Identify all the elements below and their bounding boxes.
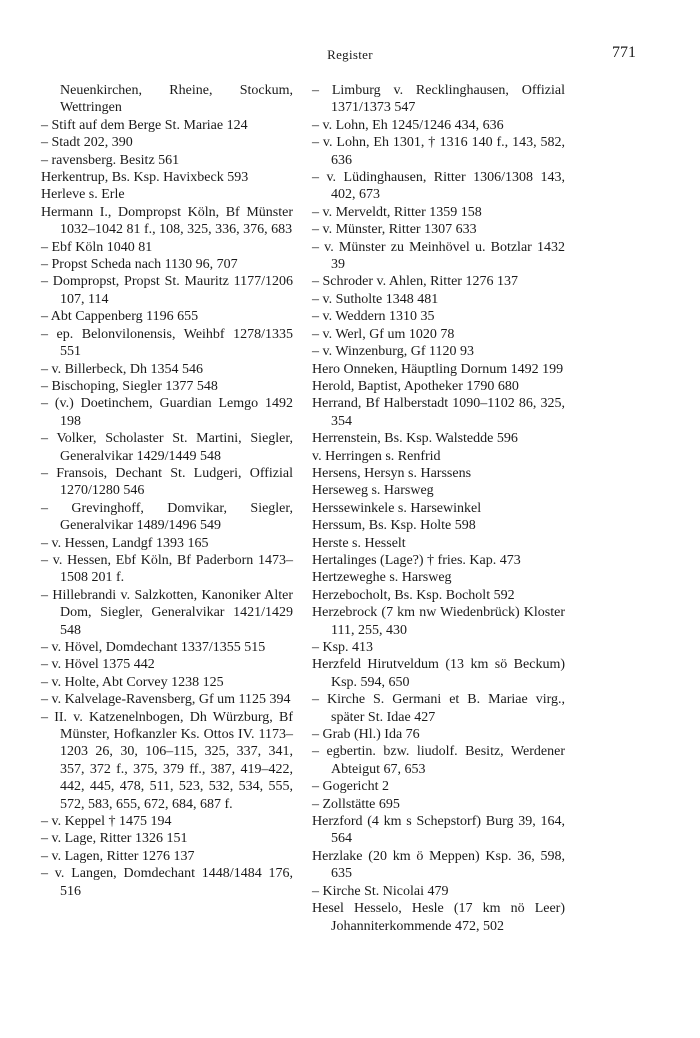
register-entry: Hermann I., Dompropst Köln, Bf Münster 1032–1042 81 f., 108, 325, 336, 376, 683: [41, 204, 293, 238]
register-entry: – II. v. Katzenelnbogen, Dh Würzburg, Bf Münster, Hofkanzler Ks. Ottos IV. 1173–1203 26, 30, 106–115, 325, 337, 341, 357, 372 f., 375, 379 ff., 387, 419–422, 442, 445, 478, 511, 523, 532, 534, 555, 572, 583, 655, 672, 684, 687 f.: [41, 709, 293, 812]
register-entry: – v. Lüdinghausen, Ritter 1306/1308 143, 402, 673: [312, 170, 565, 203]
register-entry: Herseweg s. Harsweg: [312, 483, 434, 499]
register-entry: – Ksp. 413: [312, 640, 374, 655]
page-number: 771: [612, 44, 636, 61]
register-entry: – v. Münster, Ritter 1307 633: [312, 222, 477, 238]
register-entry: – v. Keppel † 1475 194: [41, 814, 172, 830]
register-entry: – Volker, Scholaster St. Martini, Siegler, Generalvikar 1429/1449 548: [41, 431, 293, 464]
register-entry: Neuenkirchen, Rheine, Stockum, Wettringen: [60, 83, 293, 116]
register-entry: – Gogericht 2: [312, 779, 389, 795]
register-entry: Hero Onneken, Häuptling Dornum 1492 199: [312, 361, 564, 377]
register-entry: – v. Weddern 1310 35: [312, 309, 435, 325]
register-entry: – Grevinghoff, Domvikar, Siegler, Generalvikar 1489/1496 549: [41, 500, 293, 534]
register-entry: – Limburg v. Recklinghausen, Offizial 1371/1373 547: [312, 83, 565, 116]
register-column-left: [41, 82, 293, 900]
register-entry: Herkentrup, Bs. Ksp. Havixbeck 593: [41, 170, 249, 186]
register-entry: – Schroder v. Ahlen, Ritter 1276 137: [312, 274, 518, 290]
register-entry: Herzebocholt, Bs. Ksp. Bocholt 592: [312, 587, 515, 603]
register-entry: – v. Lohn, Eh 1301, † 1316 140 f., 143, 582, 636: [312, 135, 565, 168]
register-entry: – v. Hessen, Landgf 1393 165: [41, 535, 209, 551]
register-entry: v. Herringen s. Renfrid: [312, 448, 441, 464]
register-entry: Hertzeweghe s. Harsweg: [312, 570, 452, 586]
register-entry: – v. Kalvelage-Ravensberg, Gf um 1125 394: [41, 692, 291, 708]
register-entry: – v. Holte, Abt Corvey 1238 125: [41, 674, 224, 690]
register-entry: – v. Merveldt, Ritter 1359 158: [312, 204, 482, 220]
register-entry: – v. Münster zu Meinhövel u. Botzlar 1432 39: [312, 239, 565, 273]
register-entry: – Propst Scheda nach 1130 96, 707: [41, 257, 238, 273]
register-entry: Herssum, Bs. Ksp. Holte 598: [312, 518, 476, 534]
register-entry: – v. Werl, Gf um 1020 78: [312, 326, 455, 342]
register-entry: – Fransois, Dechant St. Ludgeri, Offizial 1270/1280 546: [41, 465, 293, 499]
register-entry: Herzfeld Hirutveldum (13 km sö Beckum) Ksp. 594, 650: [312, 657, 565, 690]
register-entry: – Bischoping, Siegler 1377 548: [41, 378, 218, 394]
register-entry: Herzebrock (7 km nw Wiedenbrück) Kloster 111, 255, 430: [312, 605, 565, 638]
register-entry: – Stift auf dem Berge St. Mariae 124: [41, 117, 248, 133]
register-entry: Herssewinkele s. Harsewinkel: [312, 500, 482, 516]
register-entry: Hersens, Hersyn s. Harssens: [312, 465, 472, 481]
register-entry: Herste s. Hesselt: [312, 535, 406, 551]
running-head: [40, 44, 660, 68]
register-entry: Hesel Hesselo, Hesle (17 km nö Leer) Johanniterkommende 472, 502: [312, 901, 565, 934]
register-entry: Herrand, Bf Halberstadt 1090–1102 86, 325, 354: [312, 396, 565, 429]
register-entry: – Dompropst, Propst St. Mauritz 1177/1206 107, 114: [41, 274, 293, 307]
register-entry: – ep. Belonvilonensis, Weihbf 1278/1335 551: [41, 326, 293, 360]
register-entry: – Stadt 202, 390: [41, 135, 133, 151]
register-entry: – Ebf Köln 1040 81: [41, 239, 153, 255]
register-entry: Herzford (4 km s Schepstorf) Burg 39, 164, 564: [312, 814, 565, 847]
running-head-title: Register: [327, 47, 373, 62]
register-entry: – (v.) Doetinchem, Guardian Lemgo 1492 198: [41, 396, 293, 429]
register-entry: – Zollstätte 695: [312, 796, 400, 812]
register-entry: – Kirche S. Germani et B. Mariae virg., später St. Idae 427: [312, 692, 565, 725]
register-entry: – Hillebrandi v. Salzkotten, Kanoniker Alter Dom, Siegler, Generalvikar 1421/1429 548: [41, 587, 293, 638]
register-entry: – v. Sutholte 1348 481: [312, 291, 439, 307]
register-entry: – v. Lohn, Eh 1245/1246 434, 636: [312, 117, 504, 133]
register-entry: – v. Hessen, Ebf Köln, Bf Paderborn 1473–1508 201 f.: [41, 552, 293, 586]
register-entry: – v. Hövel 1375 442: [41, 657, 155, 673]
register-column-right: [312, 82, 565, 935]
register-entry: Herzlake (20 km ö Meppen) Ksp. 36, 598, 635: [312, 848, 565, 882]
register-entry: Herold, Baptist, Apotheker 1790 680: [312, 378, 519, 394]
register-entry: – Abt Cappenberg 1196 655: [41, 309, 199, 325]
register-entry: – Kirche St. Nicolai 479: [312, 883, 449, 899]
register-entry: – Grab (Hl.) Ida 76: [312, 727, 420, 743]
register-entry: Herleve s. Erle: [41, 187, 125, 203]
register-entry: – v. Lagen, Ritter 1276 137: [41, 848, 195, 864]
register-entry: – v. Lage, Ritter 1326 151: [41, 831, 188, 847]
register-entry: – v. Hövel, Domdechant 1337/1355 515: [41, 640, 266, 655]
register-entry: – v. Langen, Domdechant 1448/1484 176, 516: [41, 866, 293, 899]
register-entry: – v. Winzenburg, Gf 1120 93: [312, 344, 474, 360]
register-entry: Hertalinges (Lage?) † fries. Kap. 473: [312, 552, 521, 568]
register-entry: – v. Billerbeck, Dh 1354 546: [41, 361, 204, 377]
register-entry: – egbertin. bzw. liudolf. Besitz, Werdener Abteigut 67, 653: [312, 744, 565, 777]
register-entry: – ravensberg. Besitz 561: [41, 152, 180, 168]
register-entry: Herrenstein, Bs. Ksp. Walstedde 596: [312, 431, 518, 447]
